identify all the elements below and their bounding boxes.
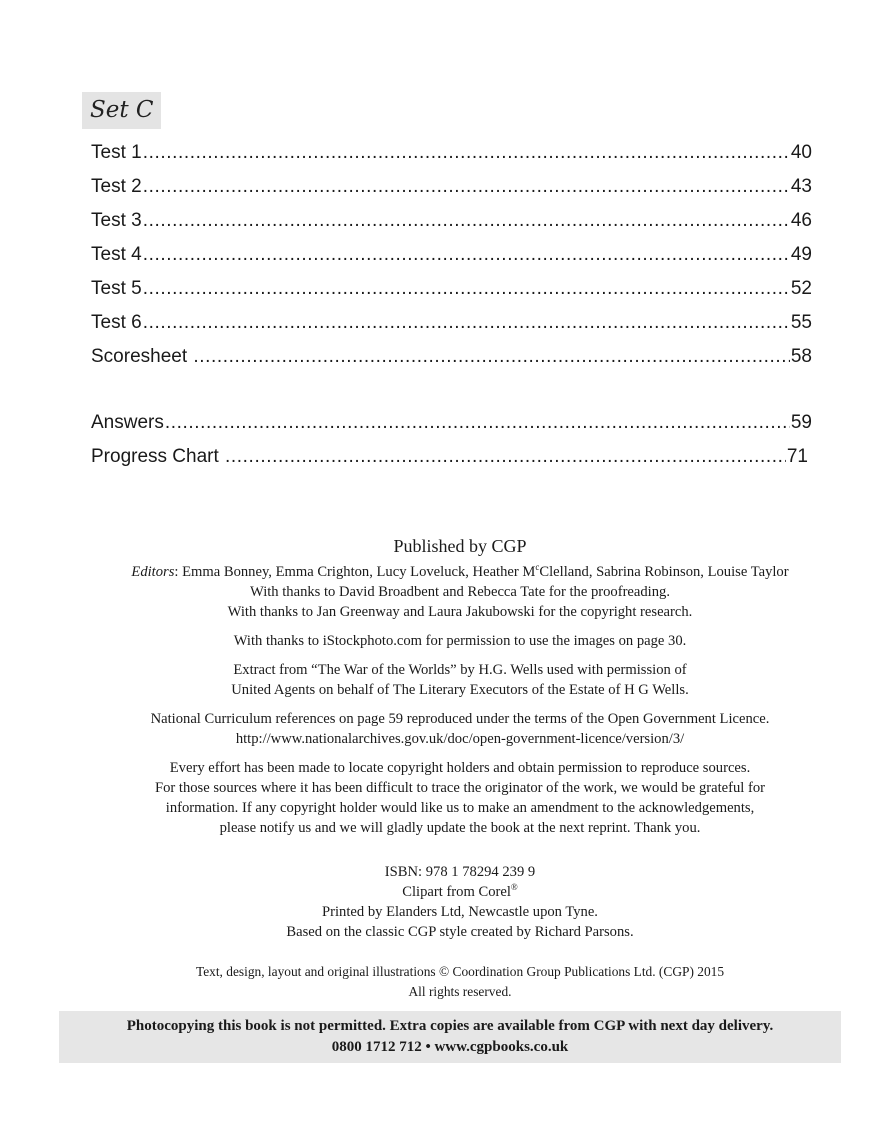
printer-line: Printed by Elanders Ltd, Newcastle upon Tyne.	[322, 904, 598, 920]
toc-entry-label: Progress Chart	[91, 446, 225, 467]
thanks-copyright: With thanks to Jan Greenway and Laura Jakubowski for the copyright research.	[227, 604, 693, 620]
thanks-images: With thanks to iStockphoto.com for permission to use the images on page 30.	[233, 633, 687, 649]
toc-entry	[91, 272, 812, 306]
extract-line: United Agents on behalf of The Literary Executors of the Estate of H G Wells.	[231, 682, 689, 698]
dot-leader	[143, 238, 790, 272]
toc-entry-page: 49	[790, 244, 812, 265]
editors-block	[60, 562, 860, 622]
toc-entry-label: Test 1	[91, 142, 142, 163]
clipart-line	[60, 882, 860, 902]
toc-entry	[91, 204, 812, 238]
toc-entry-label: Scoresheet	[91, 346, 193, 367]
style-credit-line: Based on the classic CGP style created by Richard Parsons.	[286, 924, 634, 940]
curriculum-block	[60, 709, 860, 749]
editors-line	[60, 562, 860, 582]
toc-entry-label: Test 6	[91, 312, 142, 333]
contact-line: 0800 1712 712 • www.cgpbooks.co.uk	[331, 1039, 569, 1055]
toc-entry	[91, 238, 812, 272]
editors-names-start: : Emma Bonney, Emma Crighton, Lucy Loveluck, Heather M	[174, 564, 536, 580]
dot-leader	[143, 272, 790, 306]
toc-entry-page: 52	[790, 278, 812, 299]
editors-superscript: c	[535, 562, 540, 573]
thanks-proofreading: With thanks to David Broadbent and Rebecca Tate for the proofreading.	[250, 584, 670, 600]
effort-line: information. If any copyright holder would like us to make an amendment to the acknowledgements,	[165, 800, 755, 816]
licence-url: http://www.nationalarchives.gov.uk/doc/open-government-licence/version/3/	[235, 731, 685, 747]
dot-leader	[165, 406, 790, 440]
toc-entry	[91, 406, 812, 440]
toc-entry-label: Test 5	[91, 278, 142, 299]
toc-entry-label: Test 4	[91, 244, 142, 265]
toc-entry	[91, 340, 812, 374]
editors-label: Editors	[131, 564, 175, 580]
dot-leader	[193, 340, 789, 374]
toc-entry-page: 71	[786, 446, 808, 467]
copyright-notice-block	[60, 758, 860, 838]
extract-block	[60, 660, 860, 700]
rights-reserved: All rights reserved.	[408, 984, 512, 999]
dot-leader	[225, 440, 786, 474]
extract-line: Extract from “The War of the Worlds” by H.G. Wells used with permission of	[233, 662, 687, 678]
toc-entry-page: 43	[790, 176, 812, 197]
images-block	[60, 631, 860, 651]
dot-leader	[143, 204, 790, 238]
set-heading: Set C	[82, 92, 161, 129]
toc-entry-page: 40	[790, 142, 812, 163]
effort-line: Every effort has been made to locate copyright holders and obtain permission to reproduce sources.	[169, 760, 751, 776]
registered-mark: ®	[510, 882, 518, 893]
copyright-line: Text, design, layout and original illustrations © Coordination Group Publications Ltd. (CGP) 2015	[195, 964, 725, 979]
copyright-block	[60, 962, 860, 1002]
editors-names-end: Clelland, Sabrina Robinson, Louise Taylor	[539, 564, 789, 580]
effort-line: For those sources where it has been difficult to trace the originator of the work, we would be grateful for	[154, 780, 766, 796]
publisher-line: Published by CGP	[393, 536, 527, 556]
dot-leader	[143, 306, 790, 340]
toc-entry	[91, 136, 812, 170]
toc-entry-page: 46	[790, 210, 812, 231]
toc-entry-label: Test 3	[91, 210, 142, 231]
toc-entry	[91, 170, 812, 204]
toc-entry	[91, 306, 812, 340]
clipart-text: Clipart from Corel	[402, 884, 511, 900]
toc-entry-page: 55	[790, 312, 812, 333]
toc-entry-label: Answers	[91, 412, 164, 433]
isbn-block	[60, 862, 860, 942]
table-of-contents	[91, 136, 812, 474]
dot-leader	[143, 170, 790, 204]
toc-entry-page: 58	[790, 346, 812, 367]
photocopy-notice-banner	[59, 1011, 841, 1063]
dot-leader	[143, 136, 790, 170]
effort-line: please notify us and we will gladly update the book at the next reprint. Thank you.	[219, 820, 701, 836]
toc-entry-page: 59	[790, 412, 812, 433]
toc-entry	[91, 440, 812, 474]
publication-credits	[60, 534, 860, 1002]
toc-entry-label: Test 2	[91, 176, 142, 197]
curriculum-line: National Curriculum references on page 59 reproduced under the terms of the Open Government Licence.	[150, 711, 770, 727]
isbn: ISBN: 978 1 78294 239 9	[384, 864, 536, 880]
photocopy-notice: Photocopying this book is not permitted. Extra copies are available from CGP with next day delivery.	[126, 1018, 774, 1034]
